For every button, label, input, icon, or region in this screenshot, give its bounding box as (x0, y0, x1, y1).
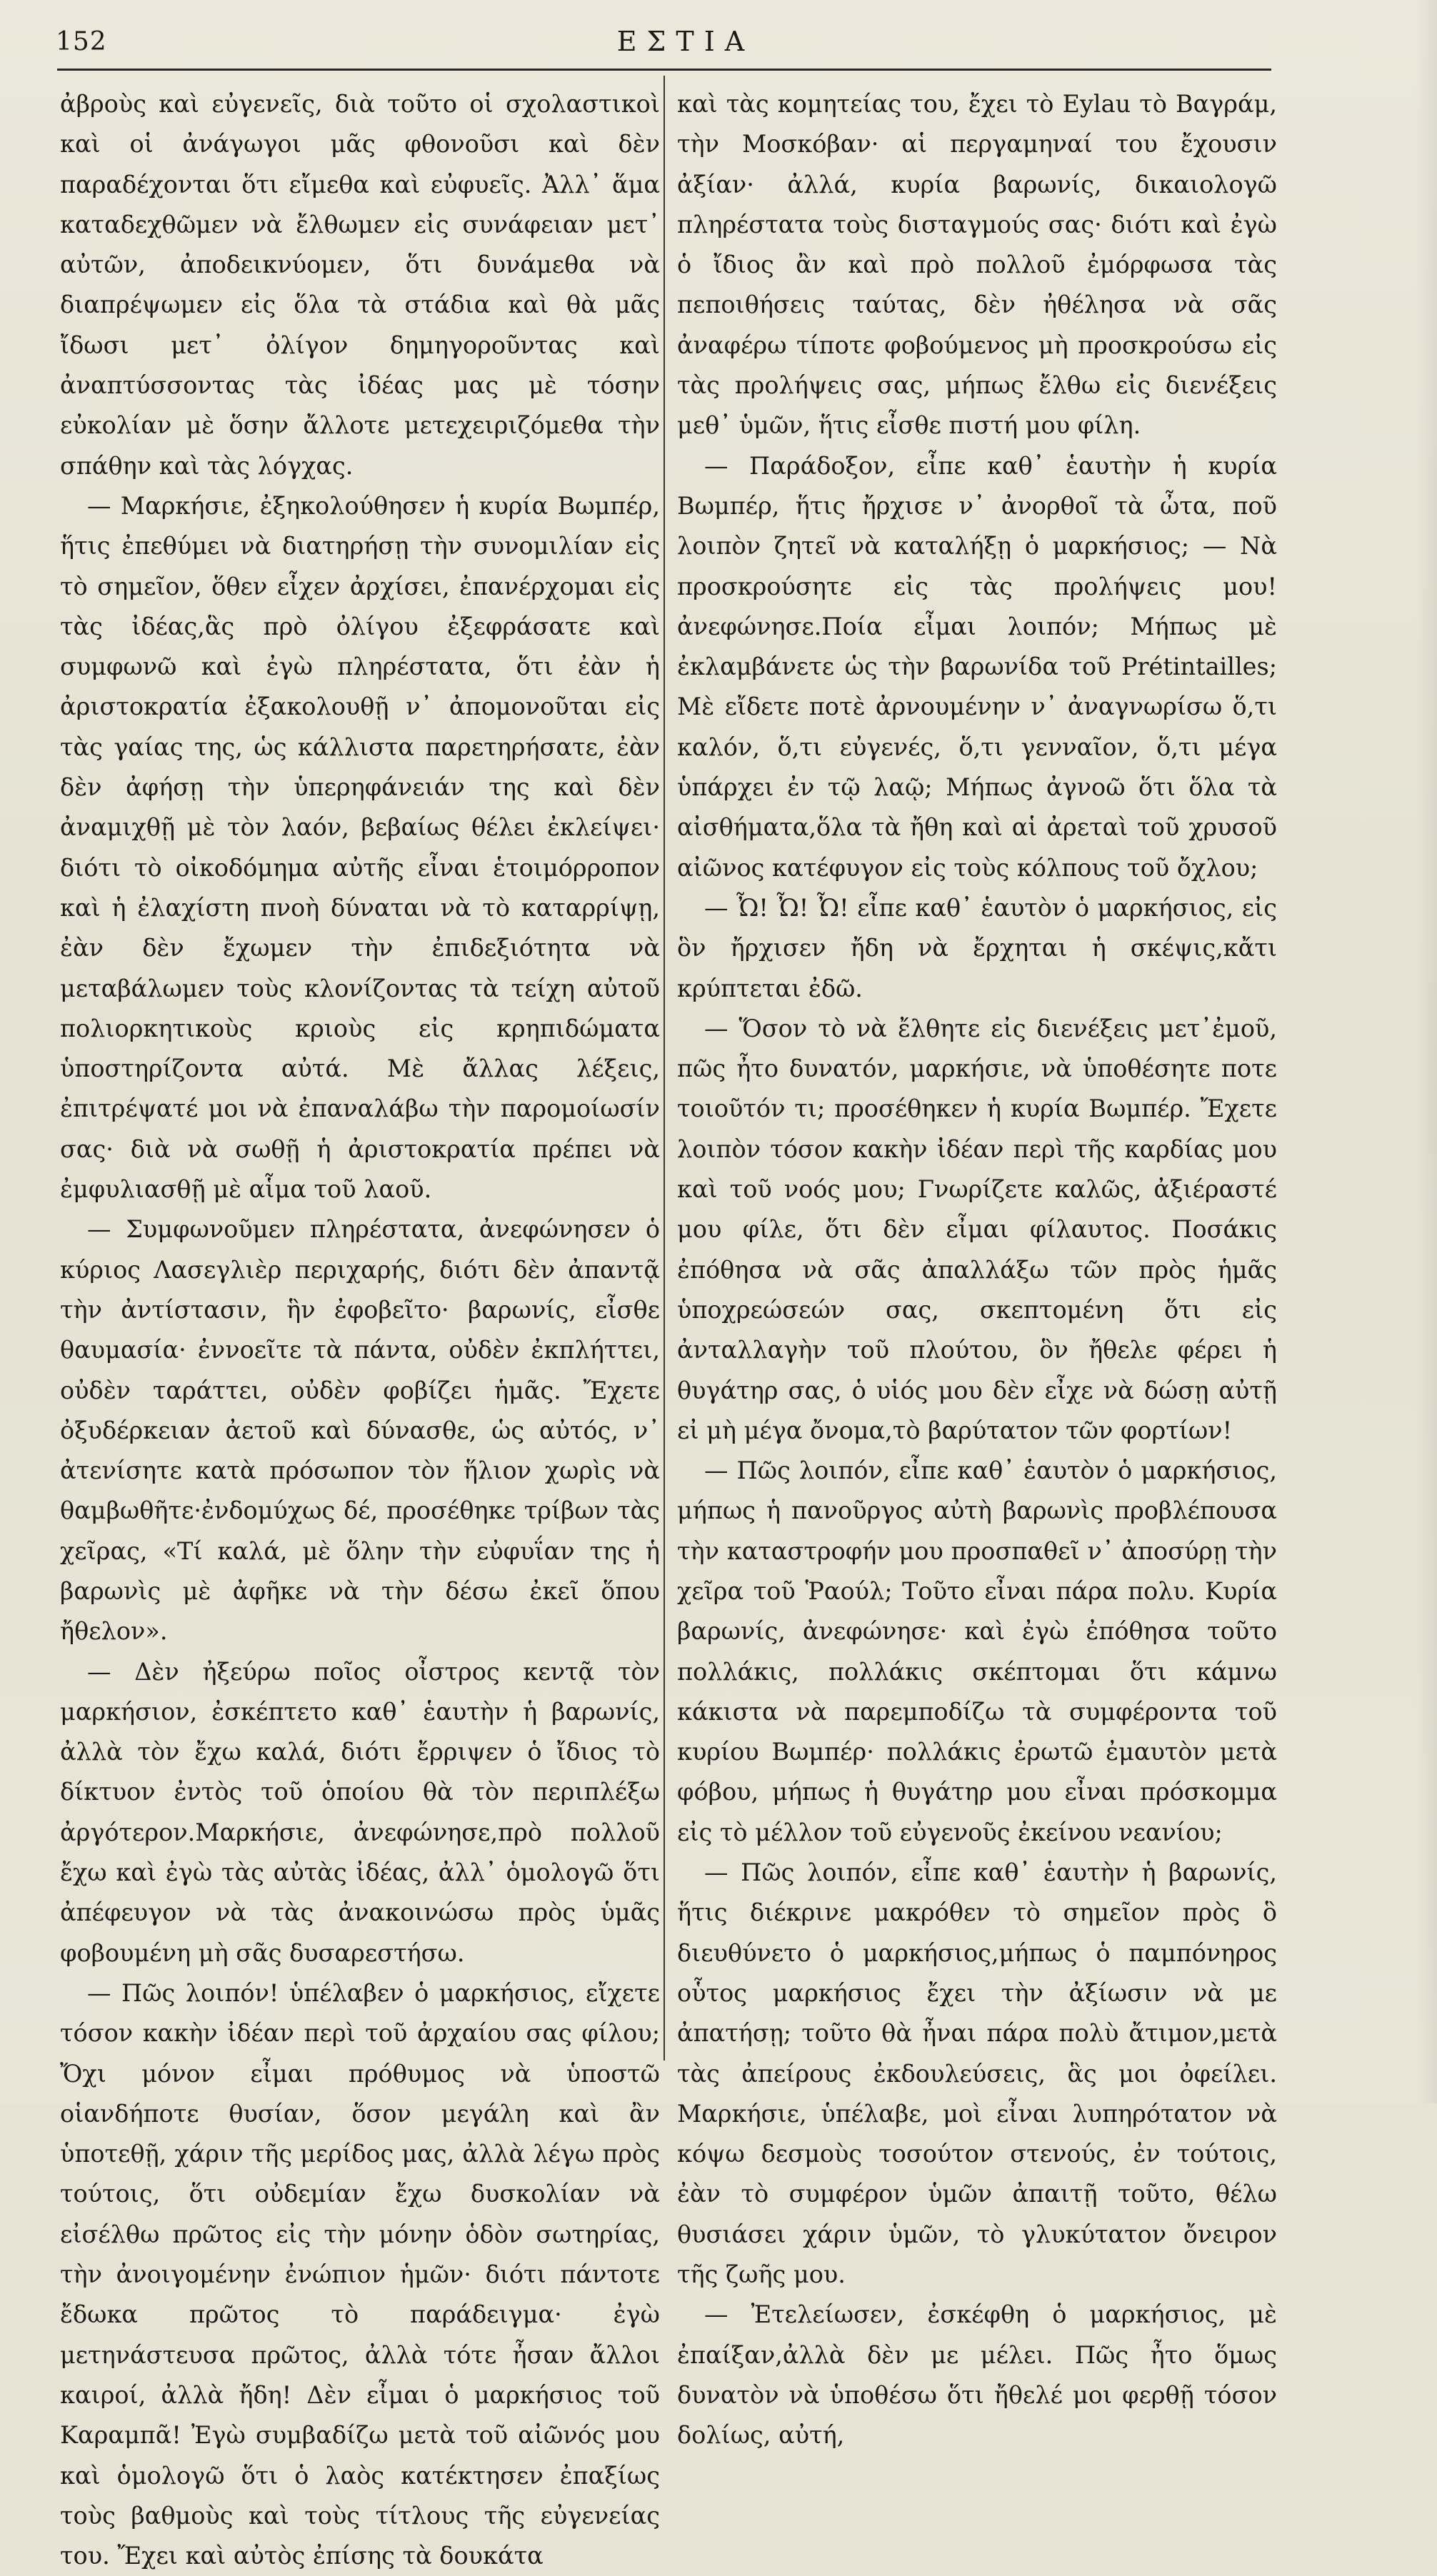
right-column (677, 84, 1277, 2450)
paragraph: — Ὦ! Ὦ! Ὦ! εἶπε καθ᾽ ἑαυτὸν ὁ μαρκήσιος, εἰς ὃν ἤρχισεν ἤδη νὰ ἔρχηται ἡ σκέψις,κἄτι κρύπτεται ἐδῶ. (677, 893, 1277, 1002)
paragraph: — Πῶς λοιπόν, εἶπε καθ᾽ ἑαυτὸν ὁ μαρκήσιος, μήπως ἡ πανοῦργος αὐτὴ βαρωνὶς προβλέπουσα τὴν καταστροφήν μου προσπαθεῖ ν᾽ ἀποσύρῃ τὴν χεῖρα τοῦ Ῥαούλ; Τοῦτο εἶναι πάρα πολυ. Κυρία βαρωνίς, ἀνεφώνησε· καὶ ἐγὼ ἐπόθησα τοῦτο πολλάκις, πολλάκις σκέπτομαι ὅτι κάμνω κάκιστα νὰ παρεμποδίζω τὰ συμφέροντα τοῦ κυρίου Βωμπέρ· πολλάκις ἐρωτῶ ἐμαυτὸν μετὰ φόβου, μήπως ἡ θυγάτηρ μου εἶναι πρόσκομμα εἰς τὸ μέλλον τοῦ εὐγενοῦς ἐκείνου νεανίου; (677, 1456, 1277, 1846)
paragraph: — Πῶς λοιπόν, εἶπε καθ᾽ ἑαυτὴν ἡ βαρωνίς, ἥτις διέκρινε μακρόθεν τὸ σημεῖον πρὸς ὃ διευθύνετο ὁ μαρκήσιος,μήπως ὁ παμπόνηρος οὗτος μαρκήσιος ἔχει τὴν ἀξίωσιν νὰ με ἀπατήσῃ; τοῦτο θὰ ἦναι πάρα πολὺ ἄτιμον,μετὰ τὰς ἀπείρους ἐκδουλεύσεις, ἃς μοι ὀφείλει. Μαρκήσιε, ὑπέλαβε, μοὶ εἶναι λυπηρότατον νὰ κόψω δεσμοὺς τοσούτον στενούς, ἐν τούτοις, ἐὰν τὸ συμφέρον ὑμῶν ἀπαιτῇ τοῦτο, θέλω θυσιάσει χάριν ὑμῶν, τὸ γλυκύτατον ὄνειρον τῆς ζωῆς μου. (677, 1858, 1277, 2289)
left-column (60, 84, 660, 2570)
paragraph: — Πῶς λοιπόν! ὑπέλαβεν ὁ μαρκήσιος, εἴχετε τόσον κακὴν ἰδέαν περὶ τοῦ ἀρχαίου σας φίλου; Ὄχι μόνον εἶμαι πρόθυμος νὰ ὑποστῶ οἱανδήποτε θυσίαν, ὅσον μεγάλη καὶ ἂν ὑποτεθῇ, χάριν τῆς μερίδος μας, ἀλλὰ λέγω πρὸς τούτοις, ὅτι οὐδεμίαν ἔχω δυσκολίαν νὰ εἰσέλθω πρῶτος εἰς τὴν μόνην ὁδὸν σωτηρίας, τὴν ἀνοιγομένην ἐνώπιον ἡμῶν· διότι πάντοτε ἔδωκα πρῶτος τὸ παράδειγμα· ἐγὼ μετηνάστευσα πρῶτος, ἀλλὰ τότε ἦσαν ἄλλοι καιροί, ἀλλὰ ἤδη! Δὲν εἶμαι ὁ μαρκήσιος τοῦ Καραμπᾶ! Ἐγὼ συμβαδίζω μετὰ τοῦ αἰῶνός μου καὶ ὁμολογῶ ὅτι ὁ λαὸς κατέκτησεν ἐπαξίως τοὺς βαθμοὺς καὶ τοὺς τίτλους τῆς εὐγενείας του. Ἔχει καὶ αὐτὸς ἐπίσης τὰ δουκάτα (60, 1978, 660, 2570)
paragraph: — Συμφωνοῦμεν πληρέστατα, ἀνεφώνησεν ὁ κύριος Λασεγλιὲρ περιχαρής, διότι δὲν ἀπαντᾷ τὴν ἀντίστασιν, ἣν ἐφοβεῖτο· βαρωνίς, εἶσθε θαυμασία· ἐννοεῖτε τὰ πάντα, οὐδὲν ἐκπλήττει, οὐδὲν ταράττει, οὐδὲν φοβίζει ἡμᾶς. Ἔχετε ὀξυδέρκειαν ἀετοῦ καὶ δύνασθε, ὡς αὐτός, ν᾽ ἀτενίσητε κατὰ πρόσωπον τὸν ἥλιον χωρὶς νὰ θαμβωθῆτε·ἐνδομύχως δέ, προσέθηκε τρίβων τὰς χεῖρας, «Τί καλά, μὲ ὅλην τὴν εὐφυΐαν της ἡ βαρωνὶς μὲ ἀφῆκε νὰ τὴν δέσω ἐκεῖ ὅπου ἤθελον». (60, 1215, 660, 1646)
paragraph: — Ὅσον τὸ νὰ ἔλθητε εἰς διενέξεις μετ᾽ἐμοῦ, πῶς ἦτο δυνατόν, μαρκήσιε, νὰ ὑποθέσητε ποτε τοιοῦτόν τι; προσέθηκεν ἡ κυρία Βωμπέρ. Ἔχετε λοιπὸν τόσον κακὴν ἰδέαν περὶ τῆς καρδίας μου καὶ τοῦ νοός μου; Γνωρίζετε καλῶς, ἀξιέραστέ μου φίλε, ὅτι δὲν εἶμαι φίλαυτος. Ποσάκις ἐπόθησα νὰ σᾶς ἀπαλλάξω τῶν πρὸς ἡμᾶς ὑποχρεώσεών σας, σκεπτομένη ὅτι εἰς ἀνταλλαγὴν τοῦ πλούτου, ὃν ἤθελε φέρει ἡ θυγάτηρ σας, ὁ υἱός μου δὲν εἶχε νὰ δώσῃ αὐτῇ εἰ μὴ μέγα ὄνομα,τὸ βαρύτατον τῶν φορτίων! (677, 1014, 1277, 1444)
paragraph: — Δὲν ἠξεύρω ποῖος οἶστρος κεντᾷ τὸν μαρκήσιον, ἐσκέπτετο καθ᾽ ἑαυτὴν ἡ βαρωνίς, ἀλλὰ τὸν ἔχω καλά, διότι ἔρριψεν ὁ ἴδιος τὸ δίκτυον ἐντὸς τοῦ ὁποίου θὰ τὸν περιπλέξω ἀργότερον.Μαρκήσιε, ἀνεφώνησε,πρὸ πολλοῦ ἔχω καὶ ἐγὼ τὰς αὐτὰς ἰδέας, ἀλλ᾽ ὁμολογῶ ὅτι ἀπέφευγον νὰ τὰς ἀνακοινώσω πρὸς ὑμᾶς φοβουμένη μὴ σᾶς δυσαρεστήσω. (60, 1657, 660, 1967)
paragraph: καὶ τὰς κομητείας του, ἔχει τὸ Eylau τὸ Βαγράμ, τὴν Μοσκόβαν· αἱ περγαμηναί του ἔχουσιν ἀξίαν· ἀλλά, κυρία βαρωνίς, δικαιολογῶ πληρέστατα τοὺς δισταγμούς σας· διότι καὶ ἐγὼ ὁ ἴδιος ἂν καὶ πρὸ πολλοῦ ἐμόρφωσα τὰς πεποιθήσεις ταύτας, δὲν ἠθέλησα νὰ σᾶς ἀναφέρω τίποτε φοβούμενος μὴ προσκρούσω εἰς τὰς προλήψεις σας, μήπως ἔλθω εἰς διενέξεις μεθ᾽ ὑμῶν, ἥτις εἶσθε πιστή μου φίλη. (677, 90, 1277, 440)
page-header (50, 24, 1321, 61)
header-rule (57, 69, 1271, 71)
column-divider (664, 76, 665, 2061)
paragraph: — Μαρκήσιε, ἐξηκολούθησεν ἡ κυρία Βωμπέρ, ἥτις ἐπεθύμει νὰ διατηρήσῃ τὴν συνομιλίαν εἰς τὸ σημεῖον, ὅθεν εἶχεν ἀρχίσει, ἐπανέρχομαι εἰς τὰς ἰδέας,ἃς πρὸ ὀλίγου ἐξεφράσατε καὶ συμφωνῶ καὶ ἐγὼ πληρέστατα, ὅτι ἐὰν ἡ ἀριστοκρατία ἐξακολουθῇ ν᾽ ἀπομονοῦται εἰς τὰς γαίας της, ὡς κάλλιστα παρετηρήσατε, ἐὰν δὲν ἀφήσῃ τὴν ὑπερηφάνειάν της καὶ δὲν ἀναμιχθῇ μὲ τὸν λαόν, βεβαίως θέλει ἐκλείψει· διότι τὸ οἰκοδόμημα αὐτῆς εἶναι ἑτοιμόρροπον καὶ ἡ ἐλαχίστη πνοὴ δύναται νὰ τὸ καταρρίψῃ, ἐὰν δὲν ἔχωμεν τὴν ἐπιδεξιότητα νὰ μεταβάλωμεν τοὺς κλονίζοντας τὰ τείχη αὐτοῦ πολιορκητικοὺς κριοὺς εἰς κρηπιδώματα ὑποστηρίζοντα αὐτά. Μὲ ἄλλας λέξεις, ἐπιτρέψατέ μοι νὰ ἐπαναλάβω τὴν παρομοίωσίν σας· διὰ νὰ σωθῇ ἡ ἀριστοκρατία πρέπει νὰ ἐμφυλιασθῇ μὲ αἷμα τοῦ λαοῦ. (60, 491, 660, 1204)
paragraph: ἀβροὺς καὶ εὐγενεῖς, διὰ τοῦτο οἱ σχολαστικοὶ καὶ οἱ ἀνάγωγοι μᾶς φθονοῦσι καὶ δὲν παραδέχονται ὅτι εἴμεθα καὶ εὐφυεῖς. Ἀλλ᾽ ἅμα καταδεχθῶμεν νὰ ἔλθωμεν εἰς συνάφειαν μετ᾽ αὐτῶν, ἀποδεικνύομεν, ὅτι δυνάμεθα νὰ διαπρέψωμεν εἰς ὅλα τὰ στάδια καὶ θὰ μᾶς ἴδωσι μετ᾽ ὀλίγον δημηγοροῦντας καὶ ἀναπτύσσοντας τὰς ἰδέας μας μὲ τόσην εὐκολίαν μὲ ὅσην ἄλλοτε μετεχειριζόμεθα τὴν σπάθην καὶ τὰς λόγχας. (60, 90, 660, 480)
page-edge-shadow (1416, 0, 1437, 2103)
page-number: 152 (56, 27, 107, 56)
paragraph: — Παράδοξον, εἶπε καθ᾽ ἑαυτὴν ἡ κυρία Βωμπέρ, ἥτις ἤρχισε ν᾽ ἀνορθοῖ τὰ ὦτα, ποῦ λοιπὸν ζητεῖ νὰ καταλήξῃ ὁ μαρκήσιος; — Νὰ προσκρούσητε εἰς τὰς προλήψεις μου! ἀνεφώνησε.Ποία εἶμαι λοιπόν; Μήπως μὲ ἐκλαμβάνετε ὡς τὴν βαρωνίδα τοῦ Prétintailles; Μὲ εἴδετε ποτὲ ἀρνουμένην ν᾽ ἀναγνωρίσω ὅ,τι καλόν, ὅ,τι εὐγενές, ὅ,τι γενναῖον, ὅ,τι μέγα ὑπάρχει ἐν τῷ λαῷ; Μήπως ἀγνοῶ ὅτι ὅλα τὰ αἰσθήματα,ὅλα τὰ ἤθη καὶ αἱ ἀρεταὶ τοῦ χρυσοῦ αἰῶνος κατέφυγον εἰς τοὺς κόλπους τοῦ ὄχλου; (677, 451, 1277, 882)
journal-title: ΕΣΤΙΑ (616, 26, 755, 57)
paragraph: — Ἐτελείωσεν, ἐσκέφθη ὁ μαρκήσιος, μὲ ἐπαίξαν,ἀλλὰ δὲν με μέλει. Πῶς ἦτο ὅμως δυνατὸν νὰ ὑποθέσω ὅτι ἤθελέ μοι φερθῇ τόσον δολίως, αὐτή, (677, 2300, 1277, 2450)
